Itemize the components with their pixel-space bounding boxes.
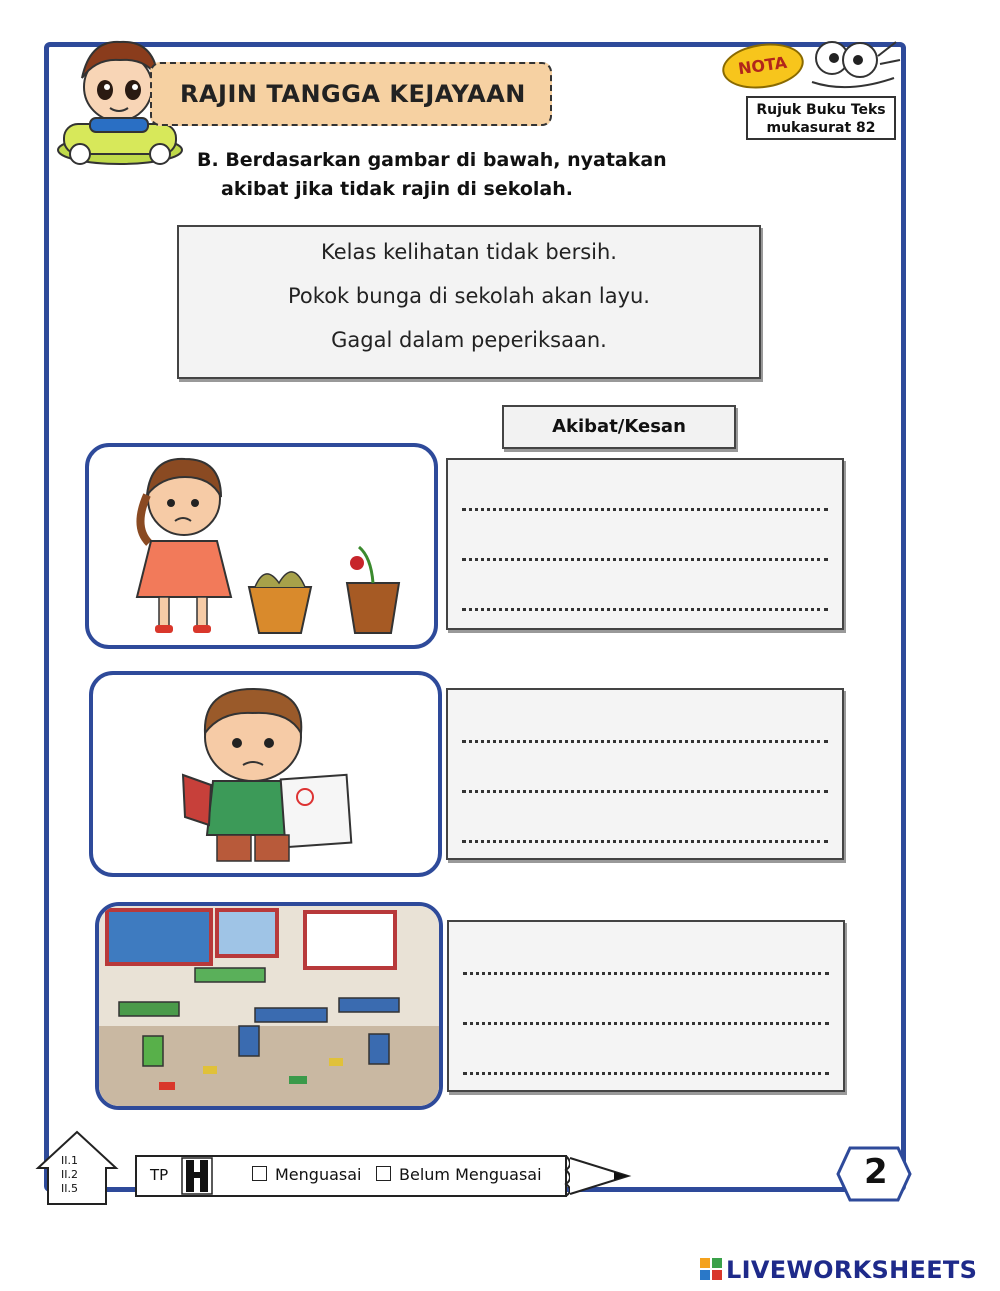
sad-boy-failed-exam-illustration (93, 675, 438, 873)
checkbox-belum-menguasai[interactable] (376, 1165, 542, 1184)
learning-standard-codes (61, 1154, 78, 1196)
title-banner (150, 62, 552, 126)
learning-standard-house (34, 1128, 120, 1206)
picture-frame-1 (85, 443, 438, 649)
answer-line (463, 1072, 829, 1075)
textbook-reference-box (746, 96, 896, 140)
answer-box-3[interactable] (447, 920, 845, 1092)
picture-frame-3 (95, 902, 443, 1110)
answer-line (462, 740, 828, 743)
page-number-badge (836, 1144, 912, 1204)
answer-line (462, 840, 828, 843)
checkbox-menguasai[interactable] (252, 1165, 361, 1184)
nota-label: NOTA (736, 52, 789, 79)
answer-line (462, 608, 828, 611)
nota-reference-panel (718, 40, 903, 135)
answer-option-1[interactable]: Kelas kelihatan tidak bersih. (321, 240, 617, 264)
brand-name: LIVEWORKSHEETS (726, 1256, 978, 1284)
code-1: II.1 (61, 1154, 78, 1167)
picture-frame-2 (89, 671, 442, 877)
checkbox-belum-menguasai-label: Belum Menguasai (399, 1165, 542, 1184)
cartoon-creature-illustration (798, 38, 904, 98)
messy-classroom-illustration (99, 906, 439, 1106)
answer-option-2[interactable]: Pokok bunga di sekolah akan layu. (288, 284, 650, 308)
reference-line-2: mukasurat 82 (766, 120, 876, 136)
answer-bank-box (177, 225, 761, 379)
tp-label: TP (150, 1166, 169, 1184)
sad-girl-wilted-plants-illustration (89, 447, 434, 645)
answer-line (463, 1022, 829, 1025)
code-3: II.5 (61, 1182, 78, 1195)
column-header-akibat-kesan: Akibat/Kesan (502, 405, 736, 449)
answer-box-1[interactable] (446, 458, 844, 630)
answer-line (462, 558, 828, 561)
code-2: II.2 (61, 1168, 78, 1181)
answer-option-3[interactable]: Gagal dalam peperiksaan. (331, 328, 607, 352)
page-title: RAJIN TANGGA KEJAYAAN (180, 80, 526, 108)
liveworksheets-logo-icon (700, 1258, 722, 1280)
page-number: 2 (864, 1152, 888, 1192)
instruction-text (197, 146, 767, 204)
answer-line (462, 508, 828, 511)
checkbox-square-icon[interactable] (376, 1166, 391, 1181)
checkbox-square-icon[interactable] (252, 1166, 267, 1181)
nota-badge (719, 39, 806, 94)
answer-box-2[interactable] (446, 688, 844, 860)
answer-line (463, 972, 829, 975)
instruction-line-2: akibat jika tidak rajin di sekolah. (221, 178, 573, 200)
instruction-line-1: B. Berdasarkan gambar di bawah, nyatakan (197, 149, 667, 171)
answer-line (462, 790, 828, 793)
reference-line-1: Rujuk Buku Teks (756, 102, 886, 118)
checkbox-menguasai-label: Menguasai (275, 1165, 362, 1184)
